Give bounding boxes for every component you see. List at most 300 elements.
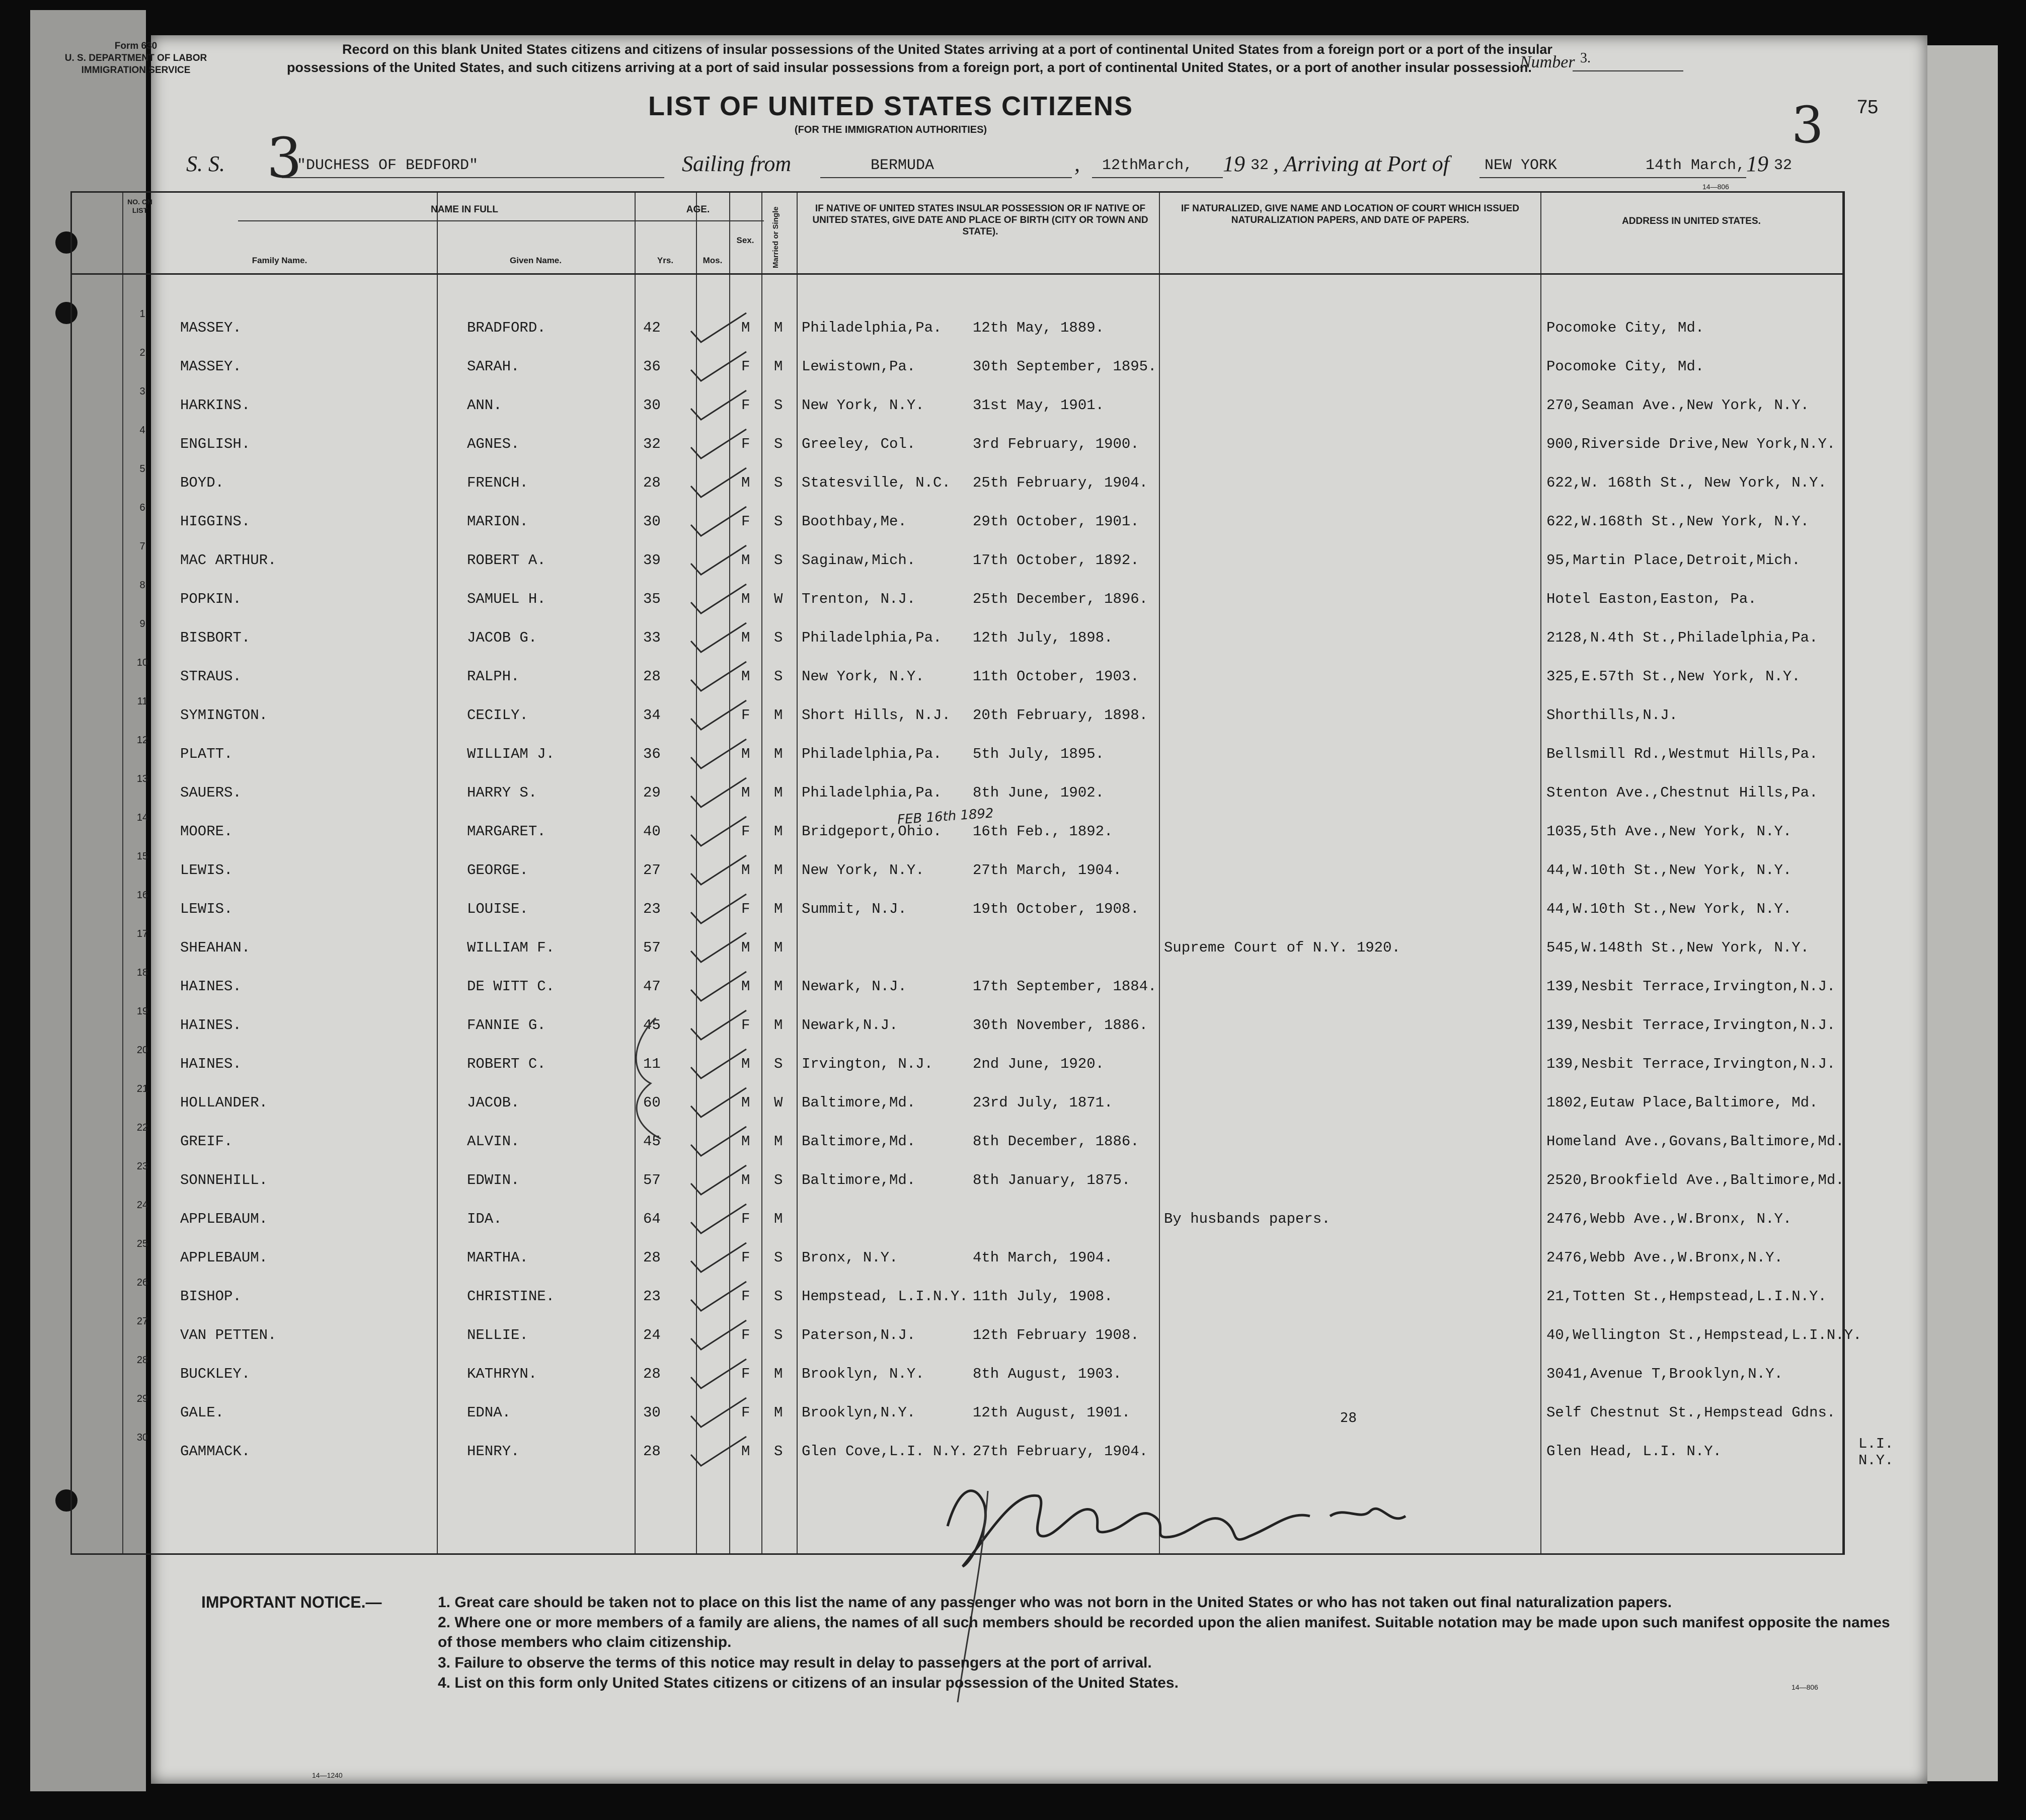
check-mark xyxy=(686,1280,751,1315)
check-mark xyxy=(686,970,751,1005)
check-mark xyxy=(686,388,751,424)
sex: F xyxy=(741,436,750,452)
page-title: LIST OF UNITED STATES CITIZENS xyxy=(648,91,1133,121)
age-years: 60 xyxy=(643,1094,661,1111)
check-mark xyxy=(686,1008,751,1044)
row-number: 6 xyxy=(139,502,145,513)
given-name: FRENCH. xyxy=(467,474,528,491)
age-years: 47 xyxy=(643,978,661,995)
table-row xyxy=(72,1277,1843,1316)
check-mark xyxy=(686,1125,751,1160)
address: 3041,Avenue T,Brooklyn,N.Y. xyxy=(1546,1366,1783,1382)
sex: M xyxy=(741,1133,750,1150)
table-row xyxy=(72,1083,1843,1122)
check-mark xyxy=(686,311,751,346)
given-name: AGNES. xyxy=(467,436,520,452)
row-number: 28 xyxy=(136,1355,148,1366)
birth-place: Trenton, N.J. xyxy=(802,591,916,607)
age-years: 42 xyxy=(643,320,661,336)
family-name: GAMMACK. xyxy=(180,1443,251,1460)
marital-status: M xyxy=(774,784,783,801)
marital-status: M xyxy=(774,823,783,840)
address: 622,W. 168th St., New York, N.Y. xyxy=(1546,474,1827,491)
birth-place: Lewistown,Pa. xyxy=(802,358,916,375)
number-label: Number xyxy=(1520,53,1575,71)
table-row xyxy=(72,967,1843,1006)
sex: M xyxy=(741,978,750,995)
age-years: 34 xyxy=(643,707,661,724)
page-number: 75 xyxy=(1857,97,1879,118)
sex: M xyxy=(741,668,750,685)
table-row xyxy=(72,386,1843,425)
birth-place: New York, N.Y. xyxy=(802,862,924,879)
given-name: LOUISE. xyxy=(467,901,528,917)
check-mark xyxy=(686,853,751,889)
table-row xyxy=(72,1200,1843,1238)
notice-item: 3. Failure to observe the terms of this notice may result in delay to passengers at the port of arrival. xyxy=(438,1654,1152,1671)
family-name: HOLLANDER. xyxy=(180,1094,268,1111)
age-years: 57 xyxy=(643,1172,661,1189)
sex: M xyxy=(741,746,750,762)
birth-place: Newark,N.J. xyxy=(802,1017,898,1034)
birth-date: 25th February, 1904. xyxy=(973,474,1148,491)
sailing-label: Sailing from xyxy=(682,151,792,176)
family-name: HAINES. xyxy=(180,978,242,995)
row-number: 27 xyxy=(136,1316,148,1327)
marital-status: S xyxy=(774,668,783,685)
arriving-label: , Arriving at Port of xyxy=(1273,151,1449,176)
age-years: 28 xyxy=(643,668,661,685)
check-mark xyxy=(686,1241,751,1276)
age-years: 36 xyxy=(643,746,661,762)
given-name: ALVIN. xyxy=(467,1133,520,1150)
sex: F xyxy=(741,1249,750,1266)
family-name: HAINES. xyxy=(180,1017,242,1034)
birth-date: 20th February, 1898. xyxy=(973,707,1148,724)
birth-place: Summit, N.J. xyxy=(802,901,907,917)
marital-status: M xyxy=(774,978,783,995)
check-mark xyxy=(686,505,751,540)
marital-status: M xyxy=(774,1017,783,1034)
sex: M xyxy=(741,629,750,646)
col-age: AGE. xyxy=(686,204,710,215)
sex: M xyxy=(741,591,750,607)
row-number: 13 xyxy=(136,773,148,784)
birth-place: New York, N.Y. xyxy=(802,668,924,685)
age-years: 23 xyxy=(643,901,661,917)
family-name: SONNEHILL. xyxy=(180,1172,268,1189)
address: 139,Nesbit Terrace,Irvington,N.J. xyxy=(1546,978,1836,995)
marital-status: M xyxy=(774,746,783,762)
arrival-year: 32 xyxy=(1774,157,1793,174)
birth-date: 8th December, 1886. xyxy=(973,1133,1139,1150)
age-years: 30 xyxy=(643,397,661,414)
birth-place: Bronx, N.Y. xyxy=(802,1249,898,1266)
row-number: 3 xyxy=(139,386,145,397)
birth-place: Brooklyn, N.Y. xyxy=(802,1366,924,1382)
sex: M xyxy=(741,862,750,879)
marital-status: S xyxy=(774,513,783,530)
ship-underline xyxy=(282,177,664,178)
birth-date: 2nd June, 1920. xyxy=(973,1056,1105,1072)
address: 545,W.148th St.,New York, N.Y. xyxy=(1546,939,1810,956)
sex: M xyxy=(741,552,750,569)
marital-status: S xyxy=(774,552,783,569)
birth-place: Bridgeport,Ohio. xyxy=(802,823,942,840)
table-row xyxy=(72,1122,1843,1161)
sex: F xyxy=(741,1404,750,1421)
given-name: HENRY. xyxy=(467,1443,520,1460)
birth-date: 8th January, 1875. xyxy=(973,1172,1131,1189)
given-name: KATHRYN. xyxy=(467,1366,537,1382)
notice-heading: IMPORTANT NOTICE.— xyxy=(201,1593,382,1611)
col-age-months: Mos. xyxy=(703,256,723,265)
birth-date: 17th October, 1892. xyxy=(973,552,1139,569)
birth-date: 5th July, 1895. xyxy=(973,746,1105,762)
row-number: 14 xyxy=(136,812,148,823)
birth-date: 12th May, 1889. xyxy=(973,320,1105,336)
notice-item: 2. Where one or more members of a family are aliens, the names of all such members should be recorded upon the alien manifest. Suitable notation may be made upon such manifest opposite the names of those members who claim citizenship. xyxy=(438,1614,1890,1650)
page-subtitle: (FOR THE IMMIGRATION AUTHORITIES) xyxy=(794,124,987,135)
marital-status: M xyxy=(774,358,783,375)
birth-date: 27th February, 1904. xyxy=(973,1443,1148,1460)
given-name: WILLIAM J. xyxy=(467,746,555,762)
family-name: VAN PETTEN. xyxy=(180,1327,277,1343)
family-name: GALE. xyxy=(180,1404,224,1421)
sailing-from: BERMUDA xyxy=(871,157,934,174)
birth-date: 23rd July, 1871. xyxy=(973,1094,1113,1111)
arrival-date: 14th March, xyxy=(1646,157,1746,174)
birth-place: Glen Cove,L.I. N.Y. xyxy=(802,1443,968,1460)
row-number: 30 xyxy=(136,1432,148,1443)
check-mark xyxy=(686,1047,751,1082)
check-mark xyxy=(686,1357,751,1392)
age-years: 11 xyxy=(643,1056,661,1072)
row-number: 23 xyxy=(136,1161,148,1172)
sex: F xyxy=(741,358,750,375)
sex: F xyxy=(741,513,750,530)
birth-date: 29th October, 1901. xyxy=(973,513,1139,530)
marital-status: S xyxy=(774,1327,783,1343)
sail-year: 32 xyxy=(1251,157,1269,174)
sex: F xyxy=(741,707,750,724)
address: 44,W.10th St.,New York, N.Y. xyxy=(1546,901,1792,917)
naturalization-mark: 28 xyxy=(1340,1410,1357,1426)
number-underline xyxy=(1573,70,1683,71)
given-name: EDNA. xyxy=(467,1404,511,1421)
family-name: MOORE. xyxy=(180,823,233,840)
birth-place: Saginaw,Mich. xyxy=(802,552,916,569)
form-instructions: Record on this blank United States citizens and citizens of insular possessions of the United States arriving at a port of continental United States from a foreign port or a port of the insular possessions of the United States, and such citizens arriving at a port of said insular possessions from a foreign port, a port of continental United States, or a port of another insular possession. xyxy=(287,42,1552,75)
given-name: NELLIE. xyxy=(467,1327,528,1343)
marital-status: M xyxy=(774,320,783,336)
row-number: 9 xyxy=(139,618,145,629)
col-given-name: Given Name. xyxy=(510,256,562,265)
address: Homeland Ave.,Govans,Baltimore,Md. xyxy=(1546,1133,1844,1150)
check-mark xyxy=(686,466,751,501)
given-name: EDWIN. xyxy=(467,1172,520,1189)
birth-date: 8th June, 1902. xyxy=(973,784,1105,801)
address: 900,Riverside Drive,New York,N.Y. xyxy=(1546,436,1836,452)
birth-place: New York, N.Y. xyxy=(802,397,924,414)
table-row xyxy=(72,502,1843,541)
birth-date: 17th September, 1884. xyxy=(973,978,1157,995)
col-naturalized: IF NATURALIZED, GIVE NAME AND LOCATION OF COURT WHICH ISSUED NATURALIZATION PAPERS, AND DATE OF PAPERS. xyxy=(1181,203,1519,225)
given-name: BRADFORD. xyxy=(467,320,546,336)
col-name-in-full: NAME IN FULL xyxy=(430,204,499,215)
bracket-mark xyxy=(620,1013,666,1144)
address: Pocomoke City, Md. xyxy=(1546,358,1704,375)
sex: F xyxy=(741,1366,750,1382)
age-years: 32 xyxy=(643,436,661,452)
family-name: APPLEBAUM. xyxy=(180,1211,268,1227)
address: 44,W.10th St.,New York, N.Y. xyxy=(1546,862,1792,879)
table-row xyxy=(72,541,1843,580)
birth-place: Greeley, Col. xyxy=(802,436,916,452)
row-number: 2 xyxy=(139,347,145,358)
check-mark xyxy=(686,660,751,695)
family-name: BISBORT. xyxy=(180,629,251,646)
page-edge xyxy=(1927,45,1998,1781)
sailing-underline xyxy=(820,177,1072,178)
family-name: POPKIN. xyxy=(180,591,242,607)
family-name: SHEAHAN. xyxy=(180,939,251,956)
table-row xyxy=(72,618,1843,657)
age-years: 45 xyxy=(643,1133,661,1150)
sex: M xyxy=(741,939,750,956)
table-row xyxy=(72,1316,1862,1355)
form-print-code: 14—1240 xyxy=(312,1771,343,1779)
sex: F xyxy=(741,1327,750,1343)
table-row xyxy=(72,580,1843,618)
family-name: HIGGINS. xyxy=(180,513,251,530)
marital-status: M xyxy=(774,1366,783,1382)
address-continuation: L.I. N.Y. xyxy=(1858,1436,1894,1469)
family-name: BISHOP. xyxy=(180,1288,242,1305)
check-mark xyxy=(686,776,751,811)
family-name: MAC ARTHUR. xyxy=(180,552,277,569)
age-years: 39 xyxy=(643,552,661,569)
marital-status: S xyxy=(774,436,783,452)
check-mark xyxy=(686,815,751,850)
marital-status: M xyxy=(774,1211,783,1227)
given-name: WILLIAM F. xyxy=(467,939,555,956)
family-name: HARKINS. xyxy=(180,397,251,414)
table-row xyxy=(72,1355,1843,1393)
given-name: FANNIE G. xyxy=(467,1017,546,1034)
marital-status: M xyxy=(774,939,783,956)
sail-date: 12thMarch, xyxy=(1102,157,1193,174)
age-years: 30 xyxy=(643,1404,661,1421)
given-name: IDA. xyxy=(467,1211,502,1227)
family-name: BOYD. xyxy=(180,474,224,491)
naturalization: By husbands papers. xyxy=(1164,1211,1331,1227)
table-row xyxy=(72,1045,1843,1083)
birth-place: Paterson,N.J. xyxy=(802,1327,916,1343)
given-name: CHRISTINE. xyxy=(467,1288,555,1305)
address: 2520,Brookfield Ave.,Baltimore,Md. xyxy=(1546,1172,1844,1189)
family-name: STRAUS. xyxy=(180,668,242,685)
address: 325,E.57th St.,New York, N.Y. xyxy=(1546,668,1801,685)
table-row xyxy=(72,696,1843,735)
birth-place: Philadelphia,Pa. xyxy=(802,784,942,801)
address: 139,Nesbit Terrace,Irvington,N.J. xyxy=(1546,1017,1836,1034)
marital-status: S xyxy=(774,1172,783,1189)
row-number: 20 xyxy=(136,1045,148,1056)
printer-code: 14—806 xyxy=(1702,183,1729,191)
marital-status: W xyxy=(774,591,783,607)
row-number: 4 xyxy=(139,425,145,436)
age-years: 40 xyxy=(643,823,661,840)
family-name: SAUERS. xyxy=(180,784,242,801)
birth-date: 11th October, 1903. xyxy=(973,668,1139,685)
check-mark xyxy=(686,1202,751,1237)
check-mark xyxy=(686,1086,751,1121)
sail-date-underline xyxy=(1092,177,1223,178)
notice-code: 14—806 xyxy=(1791,1683,1818,1691)
age-years: 23 xyxy=(643,1288,661,1305)
handwritten-number-right: 3 xyxy=(1791,96,1824,154)
birth-place: Philadelphia,Pa. xyxy=(802,746,942,762)
address: Stenton Ave.,Chestnut Hills,Pa. xyxy=(1546,784,1818,801)
handwritten-birth-correction: FEB 16th 1892 xyxy=(897,806,994,828)
address: 21,Totten St.,Hempstead,L.I.N.Y. xyxy=(1546,1288,1827,1305)
col-married-single: Married or Single xyxy=(771,206,780,268)
naturalization: Supreme Court of N.Y. 1920. xyxy=(1164,939,1400,956)
row-number: 8 xyxy=(139,580,145,591)
given-name: CECILY. xyxy=(467,707,528,724)
col-age-years: Yrs. xyxy=(657,256,674,265)
family-name: BUCKLEY. xyxy=(180,1366,251,1382)
form-identifier: Form 630 U. S. DEPARTMENT OF LABOR IMMIGRATION SERVICE xyxy=(64,41,207,75)
given-name: HARRY S. xyxy=(467,784,537,801)
family-name: SYMINGTON. xyxy=(180,707,268,724)
row-number: 5 xyxy=(139,463,145,474)
row-number: 15 xyxy=(136,851,148,862)
birth-date: 25th December, 1896. xyxy=(973,591,1148,607)
marital-status: M xyxy=(774,1404,783,1421)
birth-place: Baltimore,Md. xyxy=(802,1172,916,1189)
birth-date: 30th November, 1886. xyxy=(973,1017,1148,1034)
marital-status: S xyxy=(774,1443,783,1460)
family-name: LEWIS. xyxy=(180,862,233,879)
age-years: 28 xyxy=(643,1366,661,1382)
sex: F xyxy=(741,1288,750,1305)
address: Shorthills,N.J. xyxy=(1546,707,1678,724)
given-name: RALPH. xyxy=(467,668,520,685)
address: 95,Martin Place,Detroit,Mich. xyxy=(1546,552,1801,569)
age-years: 28 xyxy=(643,1443,661,1460)
row-number: 12 xyxy=(136,735,148,746)
marital-status: M xyxy=(774,901,783,917)
birth-date: 19th October, 1908. xyxy=(973,901,1139,917)
row-number: 22 xyxy=(136,1122,148,1133)
table-row xyxy=(72,1238,1843,1277)
row-number: 1 xyxy=(139,308,145,320)
given-name: MARGARET. xyxy=(467,823,546,840)
table-row xyxy=(72,657,1843,696)
address: 622,W.168th St.,New York, N.Y. xyxy=(1546,513,1810,530)
row-number: 29 xyxy=(136,1393,148,1404)
sex: M xyxy=(741,474,750,491)
birth-date: 31st May, 1901. xyxy=(973,397,1105,414)
age-years: 30 xyxy=(643,513,661,530)
col-birth: IF NATIVE OF UNITED STATES INSULAR POSSESSION OR IF NATIVE OF UNITED STATES, GIVE DATE AND PLACE OF BIRTH (CITY OR TOWN AND STATE). xyxy=(812,203,1148,237)
check-mark xyxy=(686,621,751,656)
birth-date: 11th July, 1908. xyxy=(973,1288,1113,1305)
age-years: 33 xyxy=(643,629,661,646)
col-sex: Sex. xyxy=(736,235,754,245)
address: 1035,5th Ave.,New York, N.Y. xyxy=(1546,823,1792,840)
sail-year-prefix: 19 xyxy=(1223,151,1245,176)
manifest-table xyxy=(70,183,1894,1555)
table-row xyxy=(72,308,1843,347)
row-number: 18 xyxy=(136,967,148,978)
family-name: HAINES. xyxy=(180,1056,242,1072)
marital-status: W xyxy=(774,1094,783,1111)
birth-place: Newark, N.J. xyxy=(802,978,907,995)
table-row xyxy=(72,773,1843,812)
check-mark xyxy=(686,1163,751,1199)
marital-status: S xyxy=(774,1249,783,1266)
list-number: 3. xyxy=(1580,50,1591,66)
address: 1802,Eutaw Place,Baltimore, Md. xyxy=(1546,1094,1818,1111)
birth-date: 30th September, 1895. xyxy=(973,358,1157,375)
marital-status: M xyxy=(774,1133,783,1150)
address: 2476,Webb Ave.,W.Bronx,N.Y. xyxy=(1546,1249,1783,1266)
address: Hotel Easton,Easton, Pa. xyxy=(1546,591,1757,607)
birth-date: 4th March, 1904. xyxy=(973,1249,1113,1266)
birth-date: 27th March, 1904. xyxy=(973,862,1122,879)
col-family-name: Family Name. xyxy=(252,256,307,265)
birth-place: Philadelphia,Pa. xyxy=(802,629,942,646)
check-mark xyxy=(686,1318,751,1354)
table-row xyxy=(72,890,1843,928)
family-name: GREIF. xyxy=(180,1133,233,1150)
address: Self Chestnut St.,Hempstead Gdns. xyxy=(1546,1404,1836,1421)
arrival-year-prefix: 19 xyxy=(1746,151,1768,176)
voyage-line: S. S. "DUCHESS OF BEDFORD" Sailing from BERMUDA , 12thMarch, 19 32 , Arriving at Port of NEW YORK 14th March, 19 32 xyxy=(70,151,1781,186)
birth-place: Irvington, N.J. xyxy=(802,1056,933,1072)
marital-status: S xyxy=(774,1288,783,1305)
given-name: ROBERT C. xyxy=(467,1056,546,1072)
family-name: LEWIS. xyxy=(180,901,233,917)
row-number: 17 xyxy=(136,928,148,939)
marital-status: M xyxy=(774,707,783,724)
table-row xyxy=(72,463,1843,502)
birth-place: Short Hills, N.J. xyxy=(802,707,951,724)
given-name: JACOB. xyxy=(467,1094,520,1111)
given-name: MARION. xyxy=(467,513,528,530)
marital-status: S xyxy=(774,1056,783,1072)
check-mark xyxy=(686,1396,751,1431)
family-name: MASSEY. xyxy=(180,320,242,336)
check-mark xyxy=(686,931,751,966)
age-years: 36 xyxy=(643,358,661,375)
ship-name: "DUCHESS OF BEDFORD" xyxy=(297,157,479,174)
handwritten-number-left: 3 xyxy=(267,126,302,190)
row-number: 26 xyxy=(136,1277,148,1288)
table-row xyxy=(72,347,1843,386)
marital-status: S xyxy=(774,397,783,414)
arrival-port: NEW YORK xyxy=(1485,157,1557,174)
birth-place: Baltimore,Md. xyxy=(802,1094,916,1111)
age-years: 35 xyxy=(643,591,661,607)
birth-place: Brooklyn,N.Y. xyxy=(802,1404,916,1421)
table-row xyxy=(72,425,1843,463)
row-number: 10 xyxy=(136,657,148,668)
row-number: 25 xyxy=(136,1238,148,1249)
